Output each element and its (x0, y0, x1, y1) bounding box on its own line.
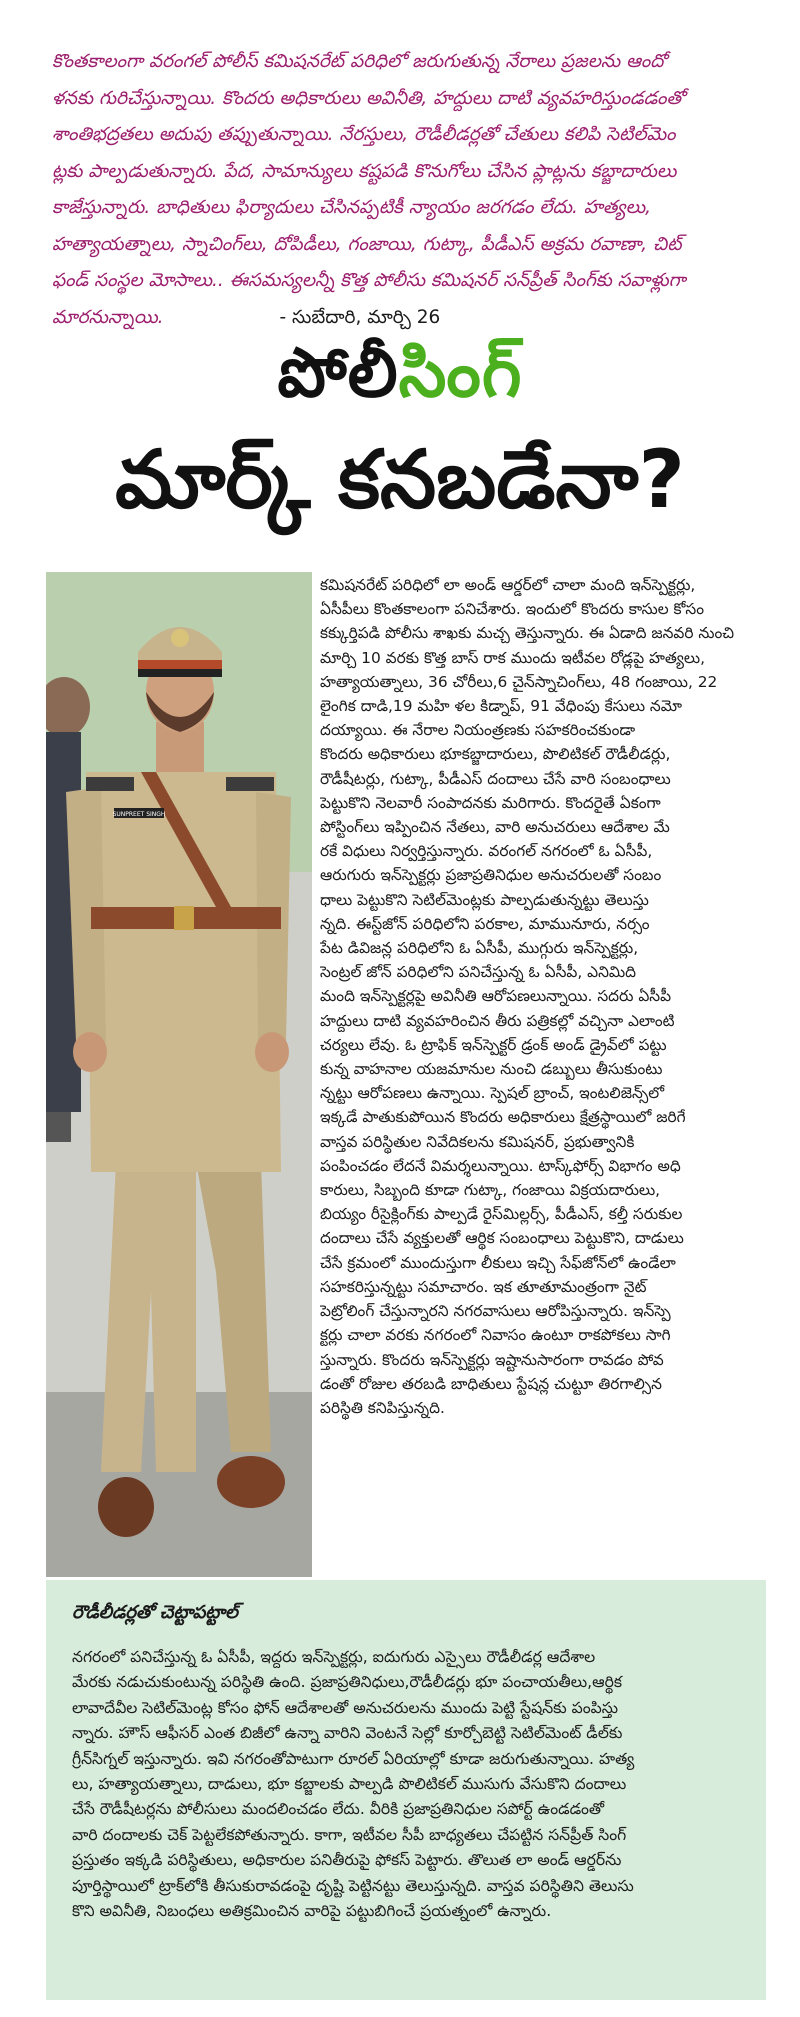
body-line: ఇక్కడే పాతుకుపోయిన కొందరు అధికారులు క్షేత్రస్థాయిలో జరిగే (320, 1108, 686, 1127)
headline-line-1 (0, 330, 800, 418)
box-line: లావాదేవీల సెటిల్‌మెంట్ల కోసం ఫోన్ ఆదేశాలతో అనుచరులను ముందు పెట్టి స్టేషన్‌కు పంపిస్తు (72, 1698, 619, 1717)
body-line: న్నట్టు ఆరోపణలు ఉన్నాయి. స్పెషల్ బ్రాంచ్, ఇంటలిజెన్స్‌లో (320, 1084, 665, 1103)
body-line: రకే విధులు నిర్వర్తిస్తున్నారు. వరంగల్ నగరంలో ఓ ఏసీపీ, (320, 842, 653, 861)
box-line: పూర్తిస్థాయిలో ట్రాక్‌లోకి తీసుకురావడంపై దృష్టి పెట్టినట్టు తెలుస్తున్నది. వాస్తవ పరిస్థితిని తెలుసు (72, 1876, 634, 1895)
body-line: పరిస్థితి కనిపిస్తున్నది. (320, 1398, 445, 1417)
body-line: పెట్రోలింగ్ చేస్తున్నారని నగరవాసులు ఆరోపిస్తున్నారు. ఇన్‌స్పె (320, 1302, 671, 1321)
intro-line: శాంతిభద్రతలు అదుపు తప్పుతున్నాయి. నేరస్తులు, రౌడీలీడర్లతో చేతులు కలిపి సెటిల్‌మెం (52, 124, 676, 145)
body-line: ధాలు పెట్టుకొని సెటిల్‌మెంట్లకు పాల్పడుతున్నట్టు తెలుస్తు (320, 890, 649, 909)
box-line: గ్రీన్‌సిగ్నల్ ఇస్తున్నారు. ఇవి నగరంతోపాటుగా రూరల్ ఏరియాల్లో కూడా జరుగుతున్నాయి. హత్య (72, 1749, 635, 1768)
sidebar-box-title: రౌడీలీడర్లతో చెట్టాపట్టాల్ (72, 1602, 238, 1623)
body-line: మార్చి 10 వరకు కొత్త బాస్ రాక ముందు ఇటీవల రోడ్లపై హత్యలు, (320, 648, 705, 667)
body-line: హత్యాయత్నాలు, 36 చోరీలు,6 చైన్‌స్నాచింగ్‌లు, 48 గంజాయి, 22 (320, 672, 718, 691)
intro-paragraph (52, 44, 772, 336)
intro-line: ఫండ్ సంస్థల మోసాలు.. ఈసమస్యలన్నీ కొత్త పోలీసు కమిషనర్ సన్‌ప్రీత్ సింగ్‌కు సవాళ్లుగా (52, 270, 686, 291)
intro-line: ట్లకు పాల్పడుతున్నారు. పేద, సామాన్యులు కష్టపడి కొనుగోలు చేసిన ప్లాట్లను కబ్జాదారులు (52, 160, 677, 182)
box-line: చేసే రౌడీషీటర్లను పోలీసులు మందలించడం లేదు. వీరికి ప్రజాప్రతినిధుల సపోర్ట్ ఉండడంతో (72, 1800, 605, 1819)
name-tag: SUNPREET SINGH (112, 811, 166, 818)
body-line: దందాలు చేసే వ్యక్తులతో ఆర్థిక సంబంధాలు పెట్టుకొని, దాడులు (320, 1229, 684, 1248)
box-line: ప్రస్తుతం ఇక్కడి పరిస్థితులు, అధికారుల పనితీరుపై ఫోకస్ పెట్టారు. తొలుత లా అండ్ ఆర్డర్‌ను (72, 1851, 622, 1870)
box-line: వారి దందాలకు చెక్ పెట్టలేకపోతున్నారు. కాగా, ఇటీవల సీపీ బాధ్యతలు చేపట్టిన సన్‌ప్రీత్ సింగ్ (72, 1825, 627, 1844)
commissioner-photo (46, 572, 312, 1577)
body-line: కారులు, సిబ్బంది కూడా గుట్కా, గంజాయి విక్రయదారులు, (320, 1181, 661, 1200)
body-line: లైంగిక దాడి,19 మహి ళల కిడ్నాప్, 91 వేధింపు కేసులు నమో (320, 697, 682, 716)
box-line: నగరంలో పనిచేస్తున్న ఓ ఏసీపీ, ఇద్దరు ఇన్‌స్పెక్టర్లు, ఐదుగురు ఎస్సైలు రౌడీలీడర్ల ఆదేశాల (72, 1648, 596, 1666)
box-line: న్నారు. హౌస్ ఆఫీసర్ ఎంత బిజీలో ఉన్నా వారిని వెంటనే సెల్లో కూర్చోబెట్టి సెటిల్‌మెంట్ డీల్‌కు (72, 1724, 623, 1743)
box-line: కొని అవినీతి, నిబంధలు అతిక్రమించిన వారిపై పట్టుబిగించే ప్రయత్నంలో ఉన్నారు. (72, 1902, 552, 1921)
sidebar-box-text (72, 1645, 752, 1924)
body-line: పంపించడం లేదనే విమర్శలున్నాయి. టాస్క్‌ఫోర్స్ విభాగం అధి (320, 1156, 681, 1175)
body-line: కున్న వాహనాల యజమానుల నుంచి డబ్బులు తీసుకుంటు (320, 1060, 663, 1079)
body-line: వాస్తవ పరిస్థితుల నివేదికలను కమిషనర్, ప్రభుత్వానికి (320, 1132, 635, 1151)
body-line: దయ్యాయి. ఈ నేరాల నియంత్రణకు సహకరించకుండా (320, 721, 636, 740)
article-body (320, 573, 768, 1420)
intro-line: హత్యాయత్నాలు, స్నాచింగ్‌లు, దోపిడీలు, గంజాయి, గుట్కా, పీడీఎస్ అక్రమ రవాణా, చిట్ (52, 233, 682, 255)
body-line: మంది ఇన్‌స్పెక్టర్లపై అవినీతి ఆరోపణలున్నాయి. సదరు ఏసీపీ (320, 987, 672, 1006)
body-line: పోస్టింగ్‌లు ఇప్పించిన నేతలు, వారి అనుచరులు ఆదేశాల మే (320, 818, 670, 837)
intro-line: కొంతకాలంగా వరంగల్ పోలీస్ కమిషనరేట్ పరిధిలో జరుగుతున్న నేరాలు ప్రజలను ఆందో (52, 51, 667, 72)
body-line: న్నది. ఈస్ట్‌జోన్ పరిధిలోని పరకాల, మామునూరు, నర్సం (320, 914, 650, 933)
commissioner-illustration (46, 572, 312, 1577)
body-line: బియ్యం రీసైక్లింగ్‌కు పాల్పడే రైస్‌మిల్లర్స్, పీడీఎస్, కల్తీ సరుకుల (320, 1205, 683, 1224)
body-line: సహకరిస్తున్నట్టు సమాచారం. ఇక తూతూమంత్రంగా నైట్ (320, 1277, 647, 1296)
headline-line-2: మార్క్ కనబడేనా? (115, 433, 685, 526)
headline-part-1: పోలీ (277, 334, 399, 413)
body-line: కొందరు అధికారులు భూకబ్జాదారులు, పొలిటికల్ రౌడీలీడర్లు, (320, 745, 671, 764)
body-line: క్టర్లు చాలా వరకు నగరంలో నివాసం ఉంటూ రాకపోకలు సాగి (320, 1326, 671, 1345)
body-line: చర్యలు లేవు. ఓ ట్రాఫిక్ ఇన్‌స్పెక్టర్ డ్రంక్ అండ్ డ్రైవ్‌లో పట్టు (320, 1035, 667, 1054)
intro-line: కాజేస్తున్నారు. బాధితులు ఫిర్యాదులు చేసినప్పటికీ న్యాయం జరగడం లేదు. హత్యలు, (52, 197, 652, 218)
body-line: కమిషనరేట్ పరిధిలో లా అండ్ ఆర్డర్‌లో చాలా మంది ఇన్‌స్పెక్టర్లు, (320, 576, 696, 594)
body-line: సెంట్రల్ జోన్ పరిధిలోని పనిచేస్తున్న ఓ ఏసీపీ, ఎనిమిది (320, 963, 637, 982)
box-line: మేరకు నడుచుకుంటున్న పరిస్థితి ఉంది. ప్రజాప్రతినిధులు,రౌడీలీడర్లు భూ పంచాయతీలు,ఆర్థిక (72, 1673, 622, 1692)
body-line: స్తున్నారు. కొందరు ఇన్‌స్పెక్టర్లు ఇష్టానుసారంగా రావడం పోవ (320, 1350, 664, 1369)
intro-line: ళనకు గురిచేస్తున్నాయి. కొందరు అధికారులు అవినీతి, హద్దులు దాటి వ్యవహరిస్తుండడంతో (52, 87, 685, 109)
headline-part-2: సింగ్ (398, 334, 523, 413)
body-line: పేట డివిజన్ల పరిధిలోని ఓ ఏసీపీ, ముగ్గురు ఇన్‌స్పెక్టర్లు, (320, 939, 639, 958)
body-line: ఆరుగురు ఇన్‌స్పెక్టర్లు ప్రజాప్రతినిధుల అనుచరులతో సంబం (320, 866, 662, 885)
body-line: కక్కుర్తిపడి పోలీసు శాఖకు మచ్చ తెస్తున్నారు. ఈ ఏడాది జనవరి నుంచి (320, 624, 735, 643)
box-line: లు, హత్యాయత్నాలు, దాడులు, భూ కబ్జాలకు పాల్పడి పొలిటికల్ ముసుగు వేసుకొని దందాలు (72, 1775, 627, 1794)
body-line: ఏసీపీలు కొంతకాలంగా పనిచేశారు. ఇందులో కొందరు కాసుల కోసం (320, 600, 704, 619)
body-line: డంతో రోజుల తరబడి బాధితులు స్టేషన్ల చుట్టూ తిరగాల్సిన (320, 1374, 662, 1393)
body-line: హద్దులు దాటి వ్యవహరించిన తీరు పత్రికల్లో వచ్చినా ఎలాంటి (320, 1011, 675, 1030)
intro-line: మారనున్నాయి. (52, 306, 164, 328)
dateline: - సుబేదారి, మార్చి 26 (279, 306, 441, 328)
body-line: పెట్టుకొని నెలవారీ సంపాదనకు మరిగారు. కొందరైతే ఏకంగా (320, 793, 661, 812)
body-line: చేసే క్రమంలో ముందుస్తుగా లీకులు ఇచ్చి సేఫ్‌జోన్‌లో ఉండేలా (320, 1253, 676, 1272)
body-line: రౌడీషీటర్లు, గుట్కా, పీడీఎస్ దందాలు చేసే వారి సంబంధాలు (320, 769, 671, 788)
